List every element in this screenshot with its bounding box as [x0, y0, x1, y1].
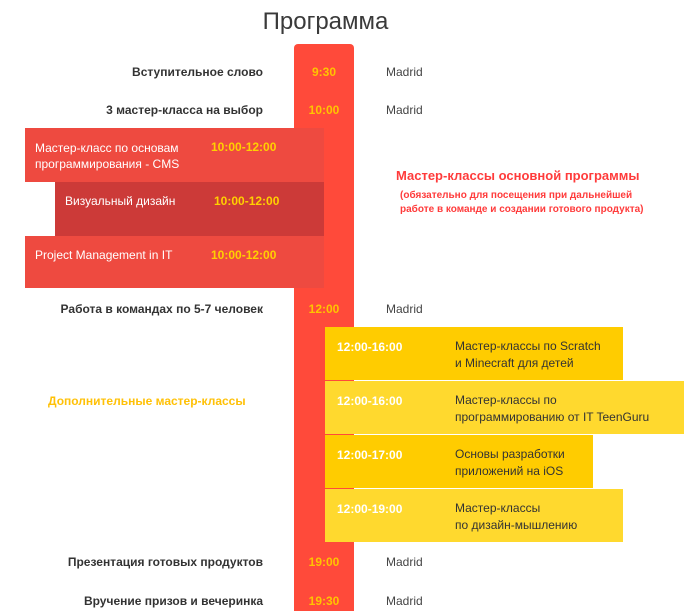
event-location-choice: Madrid	[386, 103, 423, 117]
workshop-scratch[interactable]	[325, 327, 623, 380]
event-time-teamwork: 12:00	[308, 302, 340, 316]
workshop-ios-line2: приложений на iOS	[455, 464, 564, 478]
extra-workshops-label: Дополнительные мастер-классы	[48, 394, 246, 408]
event-label-awards: Вручение призов и вечеринка	[83, 594, 263, 608]
workshop-cms-line1: Мастер-класс по основам	[35, 141, 179, 155]
workshop-visual-design-time: 10:00-12:00	[214, 194, 280, 208]
workshop-design-thinking[interactable]	[325, 489, 623, 542]
workshop-ios[interactable]	[325, 435, 593, 488]
workshop-design-thinking-line1: Мастер-классы	[455, 501, 541, 515]
event-time-opening: 9:30	[311, 65, 337, 79]
event-label-teamwork: Работа в командах по 5-7 человек	[60, 302, 263, 316]
workshop-teenguru[interactable]	[325, 381, 684, 434]
workshop-pm-time: 10:00-12:00	[211, 248, 277, 262]
event-label-presentation: Презентация готовых продуктов	[67, 555, 263, 569]
workshop-cms-time: 10:00-12:00	[211, 140, 277, 154]
event-time-choice: 10:00	[308, 103, 340, 117]
workshop-ios-line1: Основы разработки	[455, 447, 565, 461]
workshop-design-thinking-line2: по дизайн-мышлению	[455, 518, 578, 532]
workshop-ios-time: 12:00-17:00	[337, 448, 403, 462]
workshop-cms[interactable]	[25, 128, 324, 182]
workshop-teenguru-line2: программированию от IT TeenGuru	[455, 410, 650, 424]
event-label-opening: Вступительное слово	[132, 65, 263, 79]
workshop-design-thinking-time: 12:00-19:00	[337, 502, 403, 516]
workshop-pm-label: Project Management in IT	[35, 248, 173, 262]
workshop-visual-design-label: Визуальный дизайн	[65, 194, 176, 208]
workshop-scratch-line2: и Minecraft для детей	[455, 356, 574, 370]
main-program-note	[396, 168, 666, 217]
workshop-scratch-line1: Мастер-классы по Scratch	[455, 339, 601, 353]
main-program-sub-1: (обязательно для посещения при дальнейшей	[400, 190, 633, 201]
workshop-cms-line2: программирования - CMS	[35, 157, 180, 171]
main-program-sub-2: работе в команде и создании готового продукта)	[400, 204, 644, 215]
workshop-visual-design[interactable]	[55, 182, 324, 236]
event-location-opening: Madrid	[386, 65, 423, 79]
page-title: Программа	[262, 8, 389, 35]
main-program-heading: Мастер-классы основной программы	[396, 168, 640, 183]
workshop-scratch-time: 12:00-16:00	[337, 340, 403, 354]
event-time-presentation: 19:00	[308, 555, 340, 569]
event-location-presentation: Madrid	[386, 555, 423, 569]
event-time-awards: 19:30	[308, 594, 340, 608]
workshop-teenguru-time: 12:00-16:00	[337, 394, 403, 408]
workshop-project-management[interactable]	[25, 236, 324, 288]
event-location-awards: Madrid	[386, 594, 423, 608]
event-location-teamwork: Madrid	[386, 302, 423, 316]
workshop-teenguru-line1: Мастер-классы по	[455, 393, 557, 407]
event-label-choice: 3 мастер-класса на выбор	[106, 103, 263, 117]
